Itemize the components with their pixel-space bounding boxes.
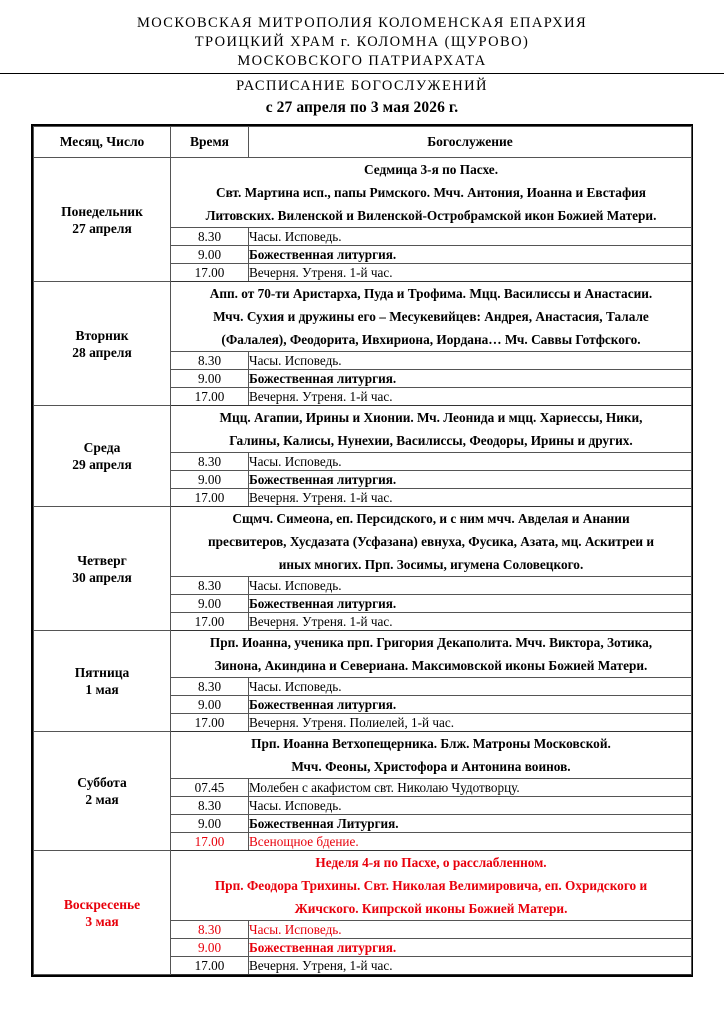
table-header-row [34, 127, 692, 158]
service-time: 17.00 [171, 489, 249, 507]
day-description-line: Прп. Иоанна, ученика прп. Григория Декаполита. Мчч. Виктора, Зотика, [209, 635, 653, 650]
day-block-3 [34, 406, 692, 453]
service-time: 8.30 [171, 678, 249, 696]
document-header [0, 0, 724, 118]
service-time: 17.00 [171, 957, 249, 975]
day-name: Среда [83, 440, 121, 455]
schedule-table-wrapper [31, 124, 693, 977]
day-description [171, 851, 692, 921]
day-date: 2 мая [85, 792, 119, 807]
schedule-table [33, 126, 692, 975]
day-name: Вторник [75, 327, 129, 343]
day-label-cell [34, 851, 171, 975]
service-name: Часы. Исповедь. [249, 228, 692, 246]
service-time: 17.00 [171, 714, 249, 732]
service-time: 9.00 [171, 815, 249, 833]
day-description [171, 507, 692, 577]
day-date: 3 мая [85, 913, 119, 929]
service-name: Вечерня. Утреня. 1-й час. [249, 264, 692, 282]
day-name: Суббота [77, 775, 127, 790]
day-description-line: пресвитеров, Хусдазата (Усфазана) евнуха, Фусика, Азата, мц. Аскитреи и [207, 534, 655, 549]
service-time: 17.00 [171, 613, 249, 631]
service-name: Вечерня. Утреня. 1-й час. [249, 613, 692, 631]
day-label-cell [34, 158, 171, 282]
service-name: Вечерня. Утреня. 1-й час. [249, 489, 692, 507]
service-name: Вечерня. Утреня, 1-й час. [249, 957, 692, 975]
day-description [171, 158, 692, 228]
day-block-6 [34, 732, 692, 779]
service-time: 17.00 [171, 388, 249, 406]
service-name: Божественная литургия. [249, 246, 692, 264]
day-description [171, 282, 692, 352]
service-time: 8.30 [171, 453, 249, 471]
day-label-cell [34, 282, 171, 406]
service-name: Часы. Исповедь. [249, 352, 692, 370]
day-date: 28 апреля [72, 344, 132, 360]
day-description-line: Седмица 3-я по Пасхе. [363, 162, 499, 177]
day-block-5 [34, 631, 692, 678]
day-description-line: (Фалалея), Феодорита, Ивхириона, Иордана… Мч. Саввы Готфского. [221, 332, 641, 347]
column-header-day: Месяц, Число [34, 127, 171, 158]
service-name: Часы. Исповедь. [249, 921, 692, 939]
service-time: 17.00 [171, 264, 249, 282]
day-label-cell [34, 631, 171, 732]
day-description-line: Литовских. Виленской и Виленской-Остробрамской икон Божией Матери. [205, 208, 657, 223]
day-label-cell [34, 732, 171, 851]
day-label-cell [34, 406, 171, 507]
service-time: 9.00 [171, 246, 249, 264]
service-time: 9.00 [171, 471, 249, 489]
day-description-line: иных многих. Прп. Зосимы, игумена Соловецкого. [278, 557, 584, 572]
day-description-line: Галины, Калисы, Нунехии, Василиссы, Феодоры, Ирины и других. [229, 433, 633, 448]
header-line-diocese: МОСКОВСКАЯ МИТРОПОЛИЯ КОЛОМЕНСКАЯ ЕПАРХИЯ [136, 15, 588, 31]
service-name: Молебен с акафистом свт. Николаю Чудотворцу. [249, 779, 692, 797]
service-time: 8.30 [171, 228, 249, 246]
day-date: 30 апреля [72, 569, 132, 585]
day-description [171, 732, 692, 779]
day-block-7 [34, 851, 692, 921]
day-description-line: Зинона, Акиндина и Севериана. Максимовской иконы Божией Матери. [214, 658, 648, 673]
column-header-service: Богослужение [249, 127, 692, 158]
day-date: 27 апреля [72, 220, 132, 236]
day-description-line: Прп. Феодора Трихины. Свт. Николая Велимировича, еп. Охридского и [214, 878, 648, 893]
service-name: Часы. Исповедь. [249, 453, 692, 471]
day-description-line: Мчч. Феоны, Христофора и Антонина воинов. [291, 759, 571, 774]
day-description-line: Неделя 4-я по Пасхе, о расслабленном. [315, 855, 547, 870]
service-name: Всенощное бдение. [249, 833, 692, 851]
service-name: Божественная литургия. [249, 939, 692, 957]
day-label-cell [34, 507, 171, 631]
day-name: Воскресенье [63, 896, 141, 912]
service-time: 8.30 [171, 577, 249, 595]
service-time: 07.45 [171, 779, 249, 797]
day-description-line: Жичского. Кипрской иконы Божией Матери. [294, 901, 568, 916]
service-time: 9.00 [171, 696, 249, 714]
column-header-time: Время [171, 127, 249, 158]
service-time: 9.00 [171, 370, 249, 388]
day-block-4 [34, 507, 692, 577]
day-name: Понедельник [61, 203, 143, 219]
day-date: 29 апреля [72, 457, 132, 472]
header-line-church: ТРОИЦКИЙ ХРАМ г. КОЛОМНА (ЩУРОВО) [194, 34, 530, 50]
day-description-line: Сщмч. Симеона, еп. Персидского, и с ним мчч. Авделая и Анании [232, 511, 630, 526]
day-name: Пятница [74, 665, 130, 680]
service-name: Вечерня. Утреня. Полиелей, 1-й час. [249, 714, 692, 732]
day-description-line: Апп. от 70-ти Аристарха, Пуда и Трофима. Мцц. Василиссы и Анастасии. [209, 286, 653, 301]
service-name: Божественная литургия. [249, 471, 692, 489]
day-description-line: Прп. Иоанна Ветхопещерника. Блж. Матроны Московской. [251, 736, 611, 751]
day-description [171, 406, 692, 453]
service-name: Божественная литургия. [249, 696, 692, 714]
service-time: 8.30 [171, 797, 249, 815]
service-time: 17.00 [171, 833, 249, 851]
day-description-line: Мцц. Агапии, Ирины и Хионии. Мч. Леонида и мцц. Хариессы, Ники, [219, 410, 643, 425]
day-block-1 [34, 158, 692, 228]
day-description-line: Свт. Мартина исп., папы Римского. Мчч. Антония, Иоанна и Евстафия [215, 185, 646, 200]
service-name: Вечерня. Утреня. 1-й час. [249, 388, 692, 406]
day-description-line: Мчч. Сухия и дружины его – Месукевийцев: Андрея, Анастасия, Талале [213, 309, 649, 324]
service-name: Часы. Исповедь. [249, 678, 692, 696]
day-name: Четверг [77, 552, 127, 568]
service-name: Божественная Литургия. [249, 815, 692, 833]
header-line-title: РАСПИСАНИЕ БОГОСЛУЖЕНИЙ [236, 78, 488, 94]
service-name: Божественная литургия. [249, 370, 692, 388]
day-block-2 [34, 282, 692, 352]
service-name: Часы. Исповедь. [249, 797, 692, 815]
service-name: Божественная литургия. [249, 595, 692, 613]
header-line-patriarchate: МОСКОВСКОГО ПАТРИАРХАТА [237, 53, 487, 69]
service-time: 8.30 [171, 921, 249, 939]
day-description [171, 631, 692, 678]
service-time: 9.00 [171, 595, 249, 613]
header-period: с 27 апреля по 3 мая 2026 г. [265, 99, 459, 116]
day-date: 1 мая [85, 682, 119, 697]
service-name: Часы. Исповедь. [249, 577, 692, 595]
service-time: 9.00 [171, 939, 249, 957]
service-time: 8.30 [171, 352, 249, 370]
